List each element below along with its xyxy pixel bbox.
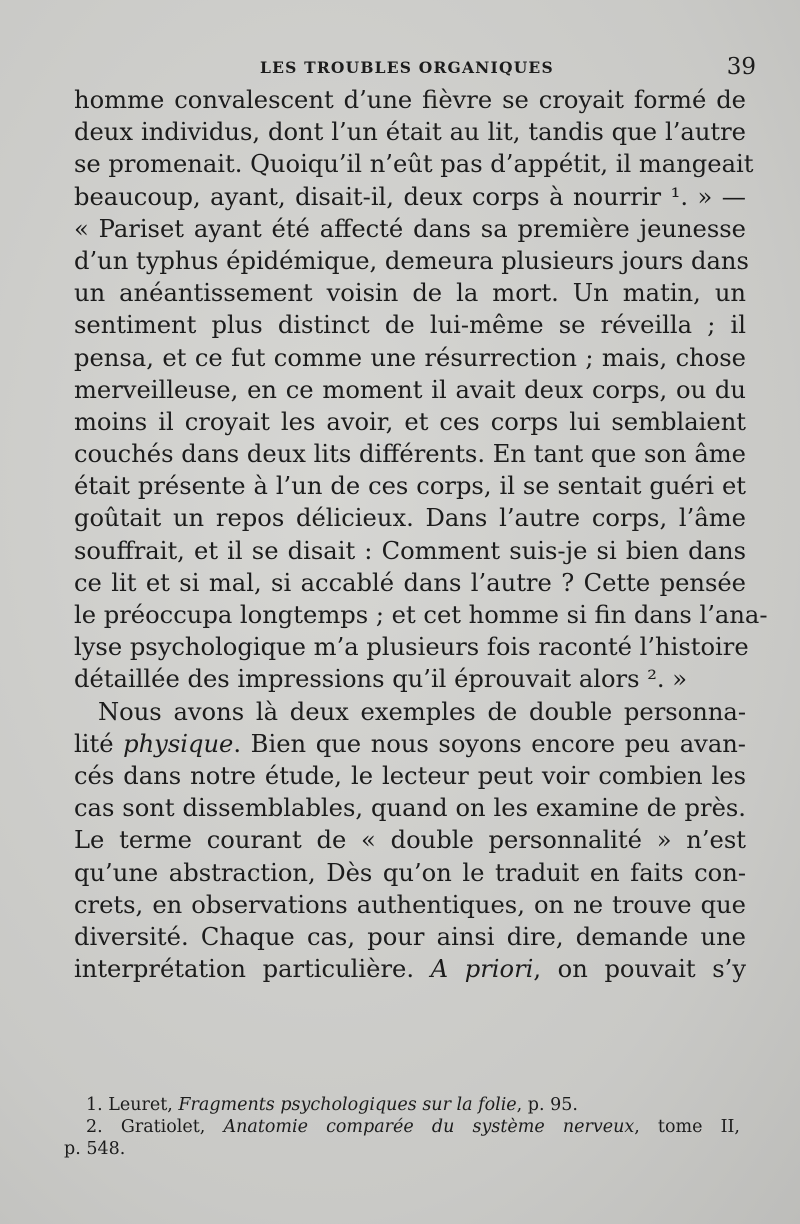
text-run: , on pouvait s’y	[533, 955, 746, 984]
footnotes	[64, 1094, 740, 1160]
footnote-text: 2. Gratiolet,	[86, 1117, 224, 1137]
text-line: le préoccupa longtemps ; et cet homme si fin dans l’ana-	[74, 601, 768, 629]
footnote-title: Anatomie comparée du système nerveux	[223, 1117, 635, 1137]
body-text	[74, 84, 768, 985]
text-line: souffrait, et il se disait : Comment suis-je si bien dans	[74, 536, 746, 565]
text-line	[74, 953, 746, 985]
text-line: détaillée des impressions qu’il éprouvait alors ². »	[74, 665, 688, 694]
text-line: merveilleuse, en ce moment il avait deux corps, ou du	[74, 375, 746, 404]
text-line: se promenait. Quoiqu’il n’eût pas d’appétit, il mangeait	[74, 150, 754, 179]
text-line: couchés dans deux lits différents. En tant que son âme	[74, 440, 746, 469]
text-run: . Bien que nous soyons encore peu avan-	[233, 729, 746, 758]
text-line: sentiment plus distinct de lui-même se réveilla ; il	[74, 311, 746, 340]
page-number: 39	[726, 54, 756, 80]
text-line: d’un typhus épidémique, demeura plusieurs jours dans	[74, 246, 749, 275]
footnote-2-continued: p. 548.	[64, 1139, 126, 1159]
paragraph-2	[74, 696, 746, 986]
text-line: deux individus, dont l’un était au lit, tandis que l’autre	[74, 118, 746, 147]
text-line: lyse psychologique m’a plusieurs fois raconté l’histoire	[74, 633, 749, 662]
text-line: moins il croyait les avoir, et ces corps lui semblaient	[74, 407, 746, 436]
footnote-title: Fragments psychologiques sur la folie	[178, 1095, 517, 1115]
footnote-2	[64, 1116, 740, 1138]
text-line: « Pariset ayant été affecté dans sa première jeunesse	[74, 214, 746, 243]
paragraph-1	[74, 84, 768, 696]
footnote-text: 1. Leuret,	[86, 1095, 179, 1115]
text-line: pensa, et ce fut comme une résurrection ; mais, chose	[74, 343, 746, 372]
text-line: Nous avons là deux exemples de double personna-	[98, 697, 746, 726]
footnote-text: , tome II,	[634, 1117, 740, 1137]
text-line: goûtait un repos délicieux. Dans l’autre corps, l’âme	[74, 504, 746, 533]
text-line: un anéantissement voisin de la mort. Un matin, un	[74, 279, 746, 308]
text-line: cas sont dissemblables, quand on les examine de près.	[74, 794, 746, 823]
italic-term: physique	[123, 729, 234, 758]
running-head: LES TROUBLES ORGANIQUES	[260, 58, 554, 77]
text-line: ce lit et si mal, si accablé dans l’autre ? Cette pensée	[74, 568, 746, 597]
text-line: Le terme courant de « double personnalité » n’est	[74, 826, 746, 855]
footnote-text: , p. 95.	[516, 1095, 578, 1115]
text-line: diversité. Chaque cas, pour ainsi dire, demande une	[74, 922, 746, 951]
text-line	[74, 728, 746, 760]
footnote-1	[64, 1094, 740, 1116]
text-line: qu’une abstraction, Dès qu’on le traduit en faits con-	[74, 858, 746, 887]
text-line: était présente à l’un de ces corps, il se sentait guéri et	[74, 472, 746, 501]
text-run: lité	[74, 729, 124, 758]
text-line: beaucoup, ayant, disait-il, deux corps à nourrir ¹. » —	[74, 182, 746, 211]
text-run: interprétation particulière.	[74, 955, 431, 984]
italic-term: A priori	[430, 955, 534, 984]
text-line: crets, en observations authentiques, on ne trouve que	[74, 890, 746, 919]
page-header	[60, 52, 760, 88]
text-line: homme convalescent d’une fièvre se croyait formé de	[74, 86, 746, 114]
text-line: cés dans notre étude, le lecteur peut voir combien les	[74, 761, 746, 790]
